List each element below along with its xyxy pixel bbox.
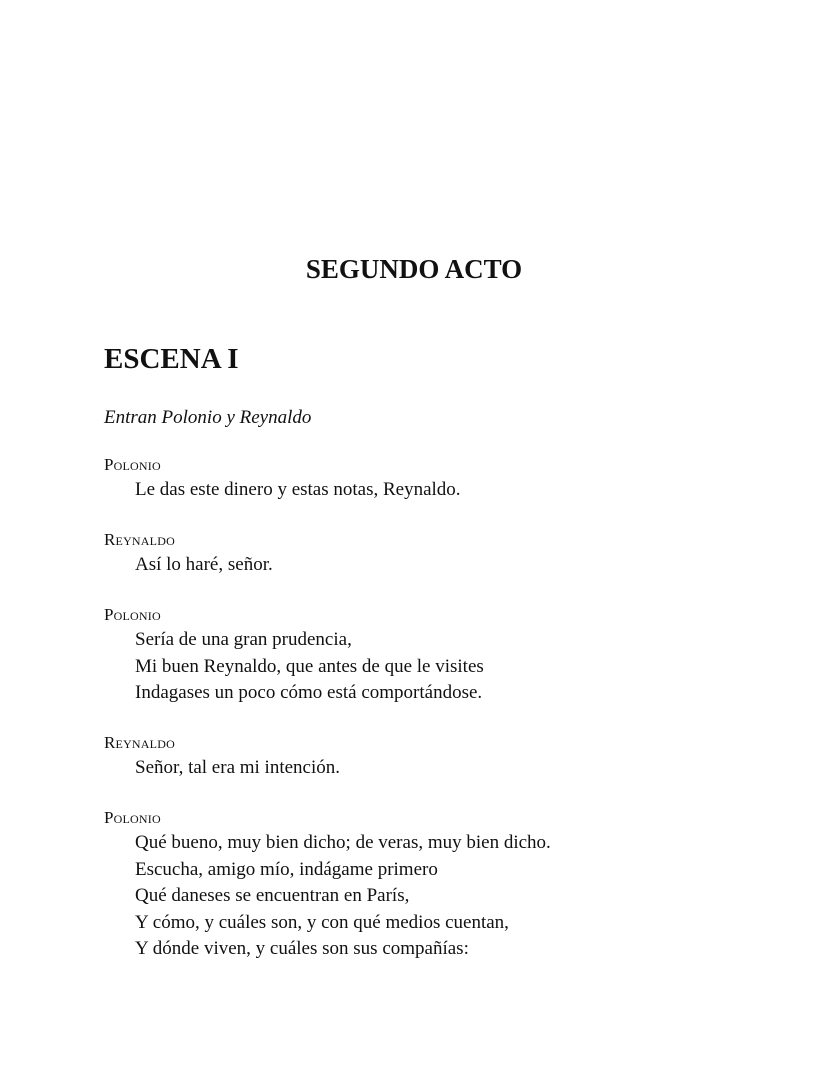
scene-title: ESCENA I — [104, 343, 239, 375]
speech-block — [104, 806, 551, 963]
speaker-name: Polonio — [104, 455, 161, 474]
stage-direction: Entran Polonio y Reynaldo — [104, 407, 312, 428]
dialogue-line: Mi buen Reynaldo, que antes de que le visites — [135, 655, 484, 677]
dialogue-line: Qué daneses se encuentran en París, — [135, 885, 410, 906]
dialogue-line: Y cómo, y cuáles son, y con qué medios cuentan, — [135, 911, 509, 933]
speaker-name: Polonio — [104, 808, 161, 827]
dialogue-line: Le das este dinero y estas notas, Reynaldo. — [135, 479, 461, 500]
dialogue-line: Señor, tal era mi intención. — [135, 757, 341, 778]
speech-block — [104, 603, 484, 707]
dialogue-line: Y dónde viven, y cuáles son sus compañías: — [135, 938, 469, 959]
speech-block — [104, 731, 340, 782]
dialogue-line: Qué bueno, muy bien dicho; de veras, muy bien dicho. — [135, 832, 551, 853]
speech-block — [104, 453, 461, 504]
dialogue-line: Indagases un poco cómo está comportándose. — [135, 682, 483, 703]
dialogue-line: Así lo haré, señor. — [135, 554, 273, 575]
speaker-name: Polonio — [104, 605, 161, 624]
dialogue-line: Escucha, amigo mío, indágame primero — [135, 858, 438, 880]
speech-block — [104, 528, 273, 579]
dialogue-line: Sería de una gran prudencia, — [135, 629, 352, 650]
speaker-name: Reynaldo — [104, 530, 175, 549]
speaker-name: Reynaldo — [104, 733, 175, 752]
act-title: SEGUNDO ACTO — [305, 254, 523, 284]
